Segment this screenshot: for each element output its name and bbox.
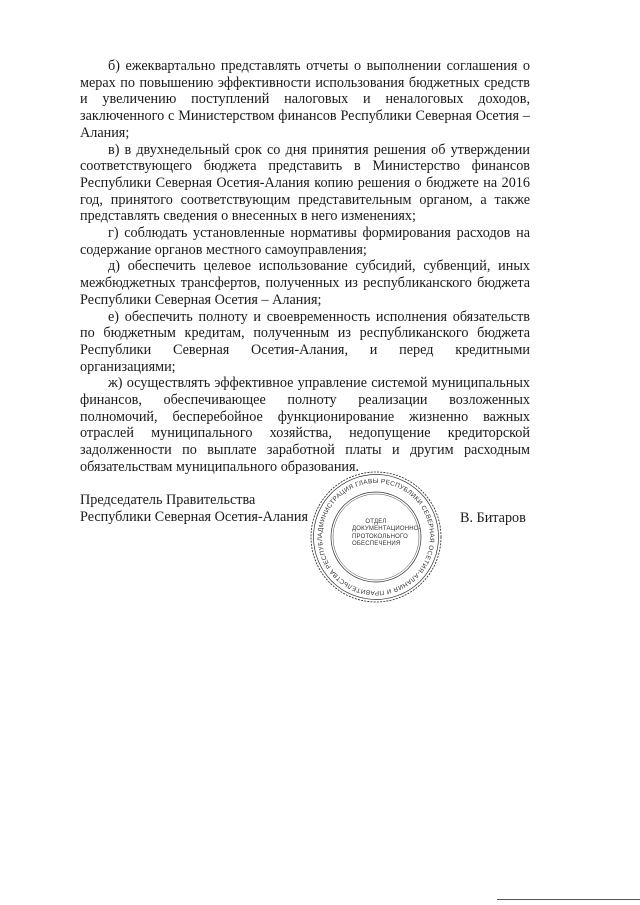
signature-title-line1: Председатель Правительства [80, 492, 256, 508]
seal-center-line: ОТДЕЛ [365, 519, 387, 525]
seal-center-text [352, 519, 421, 549]
paragraph-d: д) обеспечить целевое использование субсидий, субвенций, иных межбюджетных трансфертов, полученных из республиканского бюджета Республики Северная Осетия – Алания; [80, 258, 530, 308]
footer-rule [497, 899, 640, 900]
signature-title-line2: Республики Северная Осетия-Алания [80, 508, 309, 525]
seal-center-line: ДОКУМЕНТАЦИОННО- [352, 526, 421, 533]
paragraph-b: б) ежеквартально представлять отчеты о выполнении соглашения о мерах по повышению эффективности использования бюджетных средств и увеличению поступлений налоговых и неналоговых доходов, заключенного с Министерством финансов Республики Северная Осетия – Алания; [80, 58, 530, 141]
signature-title [80, 492, 308, 525]
paragraph-e: е) обеспечить полноту и своевременность исполнения обязательств по бюджетным кредитам, полученным из республиканского бюджета Республики Северная Осетия-Алания, и перед кредитными организациями; [80, 308, 530, 375]
paragraph-g: г) соблюдать установленные нормативы формирования расходов на содержание органов местного самоуправления; [80, 225, 530, 258]
signatory-name: В. Битаров [460, 510, 526, 526]
seal-ring-text: АДМИНИСТРАЦИЯ ГЛАВЫ РЕСПУБЛИКИ СЕВЕРНАЯ ОСЕТИЯ-АЛАНИЯ И ПРАВИТЕЛЬСТВА РЕСПУБЛ [316, 477, 436, 597]
paragraph-zh: ж) осуществлять эффективное управление системой муниципальных финансов, обеспечивающее полноту реализации возложенных полномочий, бесперебойное функционирование жизненно важных отраслей муниципального хозяйства, недопущение кредиторской задолженности по выплате заработной платы и другим расходным обязательствам муниципального образования. [80, 375, 530, 475]
seal-center-line: ПРОТОКОЛЬНОГО [352, 533, 408, 540]
document-body [80, 58, 530, 476]
official-seal [308, 469, 444, 605]
paragraph-v: в) в двухнедельный срок со дня принятия решения об утверждении соответствующего бюджета представить в Министерство финансов Республики Северная Осетия-Алания копию решения о бюджете на 2016 год, принятого соответствующим представительным органом, а также представлять сведения о внесенных в него изменениях; [80, 141, 530, 225]
seal-center-line: ОБЕСПЕЧЕНИЯ [352, 541, 401, 548]
